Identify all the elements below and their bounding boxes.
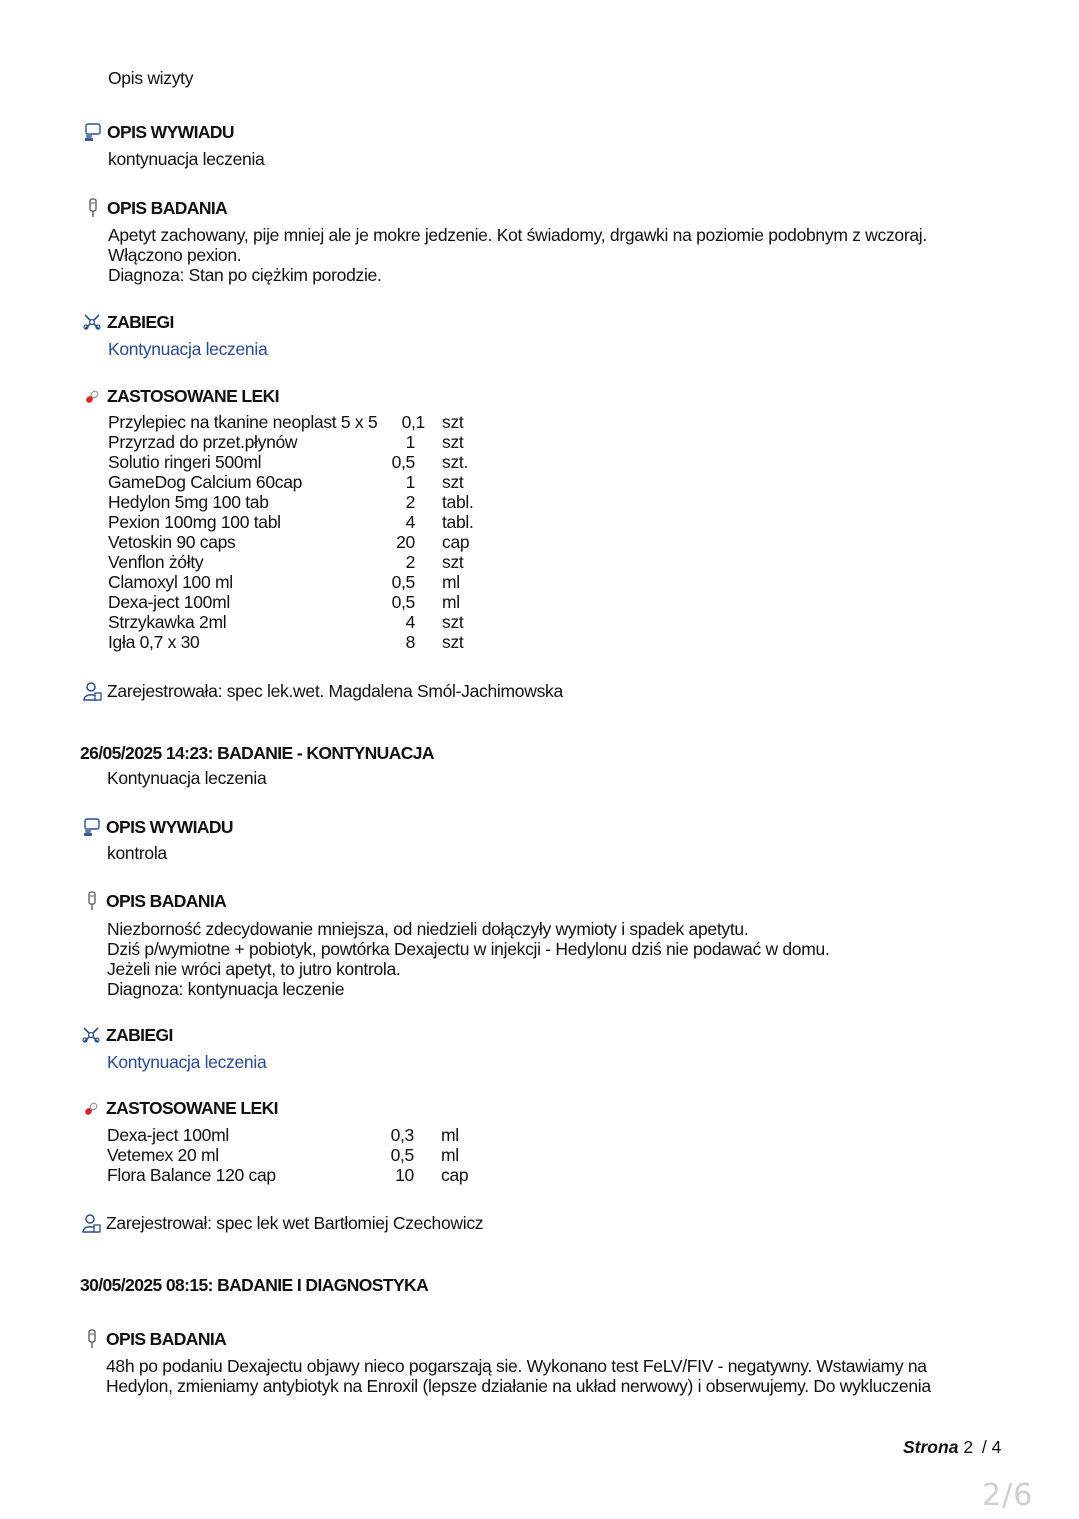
med-qty: 0,1: [401, 412, 425, 432]
visit1-badania-title: OPIS BADANIA: [107, 198, 228, 218]
med-name: Strzykawka 2ml: [108, 612, 227, 632]
med-unit: tabl.: [442, 492, 474, 512]
thermometer-icon: [81, 1329, 103, 1349]
med-name: Clamoxyl 100 ml: [108, 572, 233, 592]
med-unit: ml: [442, 572, 460, 592]
visit1-badania-line: Diagnoza: Stan po ciężkim porodzie.: [108, 265, 382, 285]
visit2-leki-heading: [81, 1098, 278, 1118]
med-qty: 2: [405, 552, 415, 572]
visit2-badania-line: Jeżeli nie wróci apetyt, to jutro kontrola.: [107, 959, 401, 979]
visit2-badania-title: OPIS BADANIA: [106, 891, 227, 911]
footer-page-total: / 4: [981, 1437, 1002, 1457]
thermometer-icon: [81, 891, 103, 911]
visit2-registered-text: Zarejestrował: spec lek wet Bartłomiej Czechowicz: [106, 1213, 484, 1233]
med-name: Solutio ringeri 500ml: [108, 452, 262, 472]
interview-icon: [82, 122, 104, 142]
visit2-registered: [81, 1213, 483, 1233]
med-unit: ml: [441, 1125, 459, 1145]
med-qty: 1: [405, 472, 415, 492]
viewer-page-counter: 2/6: [982, 1478, 1034, 1513]
visit2-zabiegi-text: Kontynuacja leczenia: [107, 1052, 267, 1072]
visit-description-label: Opis wizyty: [108, 68, 194, 88]
visit2-leki-title: ZASTOSOWANE LEKI: [106, 1098, 278, 1118]
visit3-header: 30/05/2025 08:15: BADANIE I DIAGNOSTYKA: [80, 1275, 429, 1295]
med-name: Hedylon 5mg 100 tab: [108, 492, 269, 512]
footer-page-number: 2: [963, 1437, 974, 1457]
med-name: Przyrzad do przet.płynów: [108, 432, 298, 452]
visit1-badania-heading: [82, 198, 227, 218]
visit1-badania-text: [108, 225, 927, 285]
visit2-zabiegi-title: ZABIEGI: [106, 1025, 173, 1045]
doctor-icon: [82, 681, 104, 701]
visit1-registered: [82, 681, 563, 701]
visit2-badania-line: Dziś p/wymiotne + pobiotyk, powtórka Dexajectu w injekcji - Hedylonu dziś nie podawać w domu.: [107, 939, 830, 959]
visit2-badania-text: [107, 919, 830, 999]
visit3-badania-text: [106, 1356, 931, 1396]
visit2-badania-line: Niezborność zdecydowanie mniejsza, od niedzieli dołączyły wymioty i spadek apetytu.: [107, 919, 749, 939]
med-qty: 0,5: [391, 572, 415, 592]
visit1-zabiegi-text: Kontynuacja leczenia: [108, 339, 268, 359]
doctor-icon: [81, 1213, 103, 1233]
med-name: Flora Balance 120 cap: [107, 1165, 276, 1185]
med-qty: 0,5: [391, 452, 415, 472]
med-unit: szt: [442, 612, 464, 632]
pill-icon: [82, 386, 104, 406]
visit1-wywiad-title: OPIS WYWIADU: [107, 122, 234, 142]
med-unit: ml: [441, 1145, 459, 1165]
visit1-meds-table: [108, 412, 528, 654]
interview-icon: [81, 817, 103, 837]
med-name: Vetemex 20 ml: [107, 1145, 219, 1165]
med-qty: 4: [405, 512, 415, 532]
visit1-badania-line: Włączono pexion.: [108, 245, 242, 265]
visit2-badania-line: Diagnoza: kontynuacja leczenie: [107, 979, 345, 999]
visit1-leki-heading: [82, 386, 279, 406]
thermometer-icon: [82, 198, 104, 218]
med-name: Przylepiec na tkanine neoplast 5 x 5: [108, 412, 378, 432]
med-unit: szt: [442, 552, 464, 572]
med-name: Venflon żółty: [108, 552, 204, 572]
visit2-wywiad-heading: [81, 817, 233, 837]
med-name: Dexa-ject 100ml: [108, 592, 230, 612]
visit1-registered-text: Zarejestrowała: spec lek.wet. Magdalena Smól-Jachimowska: [107, 681, 563, 701]
med-name: Pexion 100mg 100 tabl: [108, 512, 281, 532]
visit3-badania-line: 48h po podaniu Dexajectu objawy nieco pogarszają sie. Wykonano test FeLV/FIV - negatywny. Wstawiamy na: [106, 1356, 927, 1376]
med-unit: cap: [442, 532, 470, 552]
med-name: Vetoskin 90 caps: [108, 532, 236, 552]
med-name: Dexa-ject 100ml: [107, 1125, 229, 1145]
visit2-badania-heading: [81, 891, 226, 911]
visit2-subtitle: Kontynuacja leczenia: [107, 768, 267, 788]
visit1-badania-line: Apetyt zachowany, pije mniej ale je mokre jedzenie. Kot świadomy, drgawki na poziomie podobnym z wczoraj.: [108, 225, 927, 245]
scissors-icon: [82, 312, 104, 332]
pill-icon: [81, 1098, 103, 1118]
visit1-wywiad-text: kontynuacja leczenia: [108, 149, 265, 169]
med-name: GameDog Calcium 60cap: [108, 472, 303, 492]
med-qty: 1: [405, 432, 415, 452]
visit2-header: 26/05/2025 14:23: BADANIE - KONTYNUACJA: [80, 743, 434, 763]
med-qty: 4: [405, 612, 415, 632]
page-footer: [903, 1437, 1001, 1457]
footer-strona-label: Strona: [903, 1437, 959, 1457]
scissors-icon: [81, 1025, 103, 1045]
med-unit: szt: [442, 432, 464, 452]
med-qty: 2: [405, 492, 415, 512]
visit2-meds-table: [107, 1125, 527, 1187]
med-unit: cap: [441, 1165, 469, 1185]
visit1-zabiegi-heading: [82, 312, 174, 332]
med-unit: tabl.: [442, 512, 474, 532]
visit2-wywiad-text: kontrola: [107, 843, 167, 863]
med-unit: szt: [442, 412, 464, 432]
visit1-leki-title: ZASTOSOWANE LEKI: [107, 386, 279, 406]
med-qty: 0,5: [390, 1145, 414, 1165]
visit2-zabiegi-heading: [81, 1025, 173, 1045]
med-unit: szt: [442, 632, 464, 652]
med-qty: 10: [395, 1165, 414, 1185]
med-qty: 0,5: [391, 592, 415, 612]
med-name: Igła 0,7 x 30: [108, 632, 200, 652]
visit1-zabiegi-title: ZABIEGI: [107, 312, 174, 332]
visit3-badania-heading: [81, 1329, 226, 1349]
visit2-wywiad-title: OPIS WYWIADU: [106, 817, 233, 837]
med-unit: szt: [442, 472, 464, 492]
med-qty: 20: [396, 532, 415, 552]
med-unit: ml: [442, 592, 460, 612]
med-qty: 0,3: [390, 1125, 414, 1145]
visit3-badania-line: Hedylon, zmieniamy antybiotyk na Enroxil (lepsze działanie na układ nerwowy) i obserwujemy. Do wykluczenia: [106, 1376, 931, 1396]
med-unit: szt.: [442, 452, 469, 472]
visit1-wywiad-heading: [82, 122, 234, 142]
med-qty: 8: [405, 632, 415, 652]
visit3-badania-title: OPIS BADANIA: [106, 1329, 227, 1349]
